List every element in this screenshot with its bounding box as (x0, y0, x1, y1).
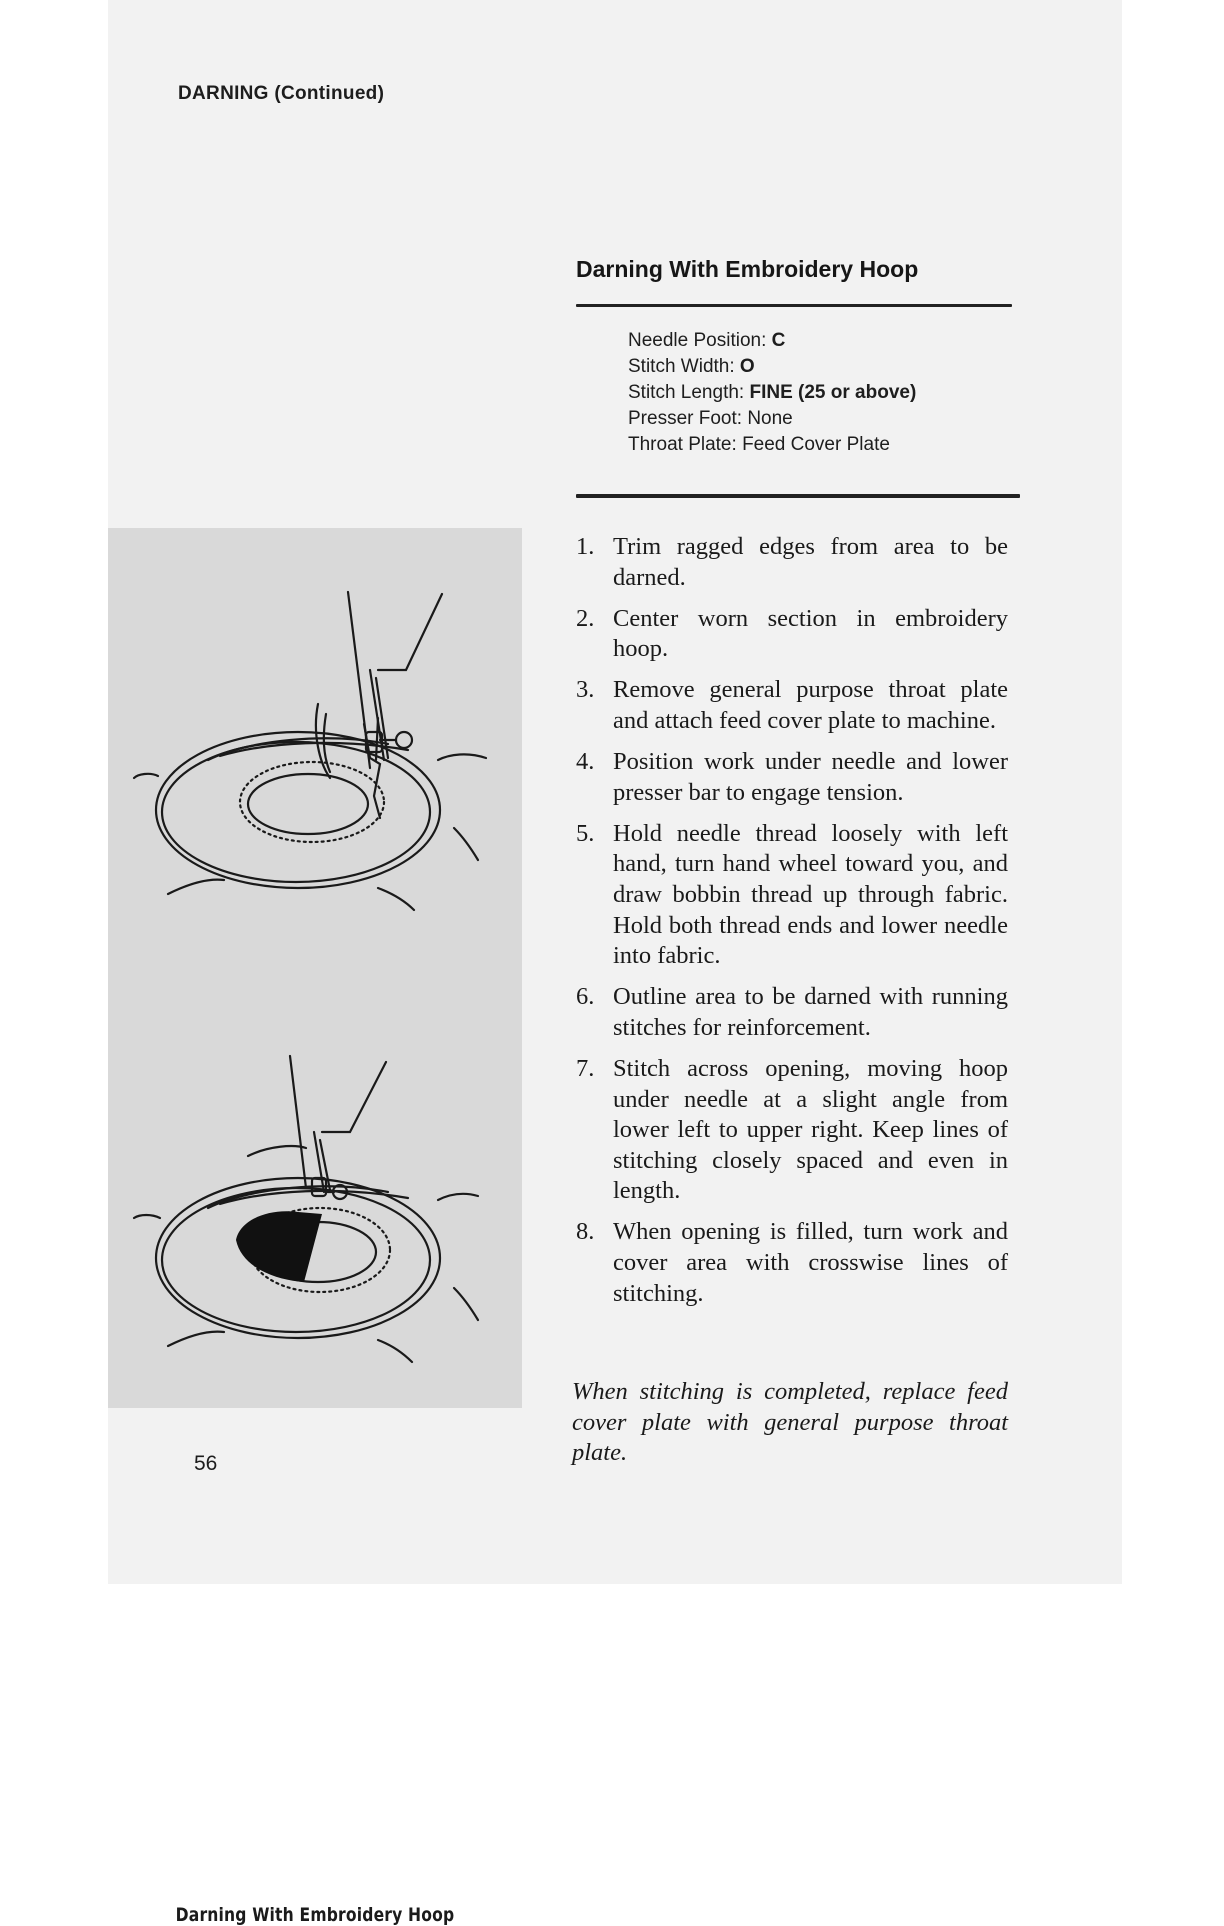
step-item: 8. When opening is filled, turn work and cover area with crosswise lines of stitching. (576, 1218, 1008, 1307)
setting-presser-foot: Presser Foot: None (628, 408, 793, 429)
settings-rule (576, 494, 1020, 498)
embroidery-hoop-illustration (108, 528, 522, 1408)
hoop-needle-drawing-bottom (134, 1056, 478, 1362)
machine-settings (628, 328, 916, 458)
section-title: Darning With Embroidery Hoop (576, 256, 919, 282)
page-number: 56 (194, 1452, 218, 1475)
closing-note: When stitching is completed, replace feed cover plate with general purpose throat plate. (572, 1378, 1008, 1467)
setting-needle-position: Needle Position: C (628, 330, 786, 351)
step-item: 3. Remove general purpose throat plate and attach feed cover plate to machine. (576, 676, 1008, 734)
setting-stitch-width: Stitch Width: O (628, 356, 755, 377)
running-header: DARNING (Continued) (178, 83, 385, 104)
hoop-needle-drawing-top (134, 592, 486, 910)
setting-stitch-length: Stitch Length: FINE (25 or above) (628, 382, 917, 403)
step-item: 1. Trim ragged edges from area to be darned. (576, 533, 1008, 591)
figure-caption: Darning With Embroidery Hoop (175, 1904, 455, 1926)
step-item: 7. Stitch across opening, moving hoop under needle at a slight angle from lower left to upper right. Keep lines of stitching closely spaced and even in length. (576, 1054, 1008, 1205)
instruction-steps (576, 532, 1008, 1320)
step-item: 6. Outline area to be darned with running stitches for reinforcement. (576, 983, 1008, 1041)
step-item: 2. Center worn section in embroidery hoop. (576, 604, 1008, 663)
setting-throat-plate: Throat Plate: Feed Cover Plate (628, 434, 890, 455)
title-rule (576, 304, 1012, 307)
page-margin (1122, 0, 1224, 1584)
step-item: 4. Position work under needle and lower presser bar to engage tension. (576, 748, 1008, 806)
step-item: 5. Hold needle thread loosely with left hand, turn hand wheel toward you, and draw bobbin thread up through fabric. Hold both thread ends and lower needle into fabric. (576, 819, 1008, 970)
